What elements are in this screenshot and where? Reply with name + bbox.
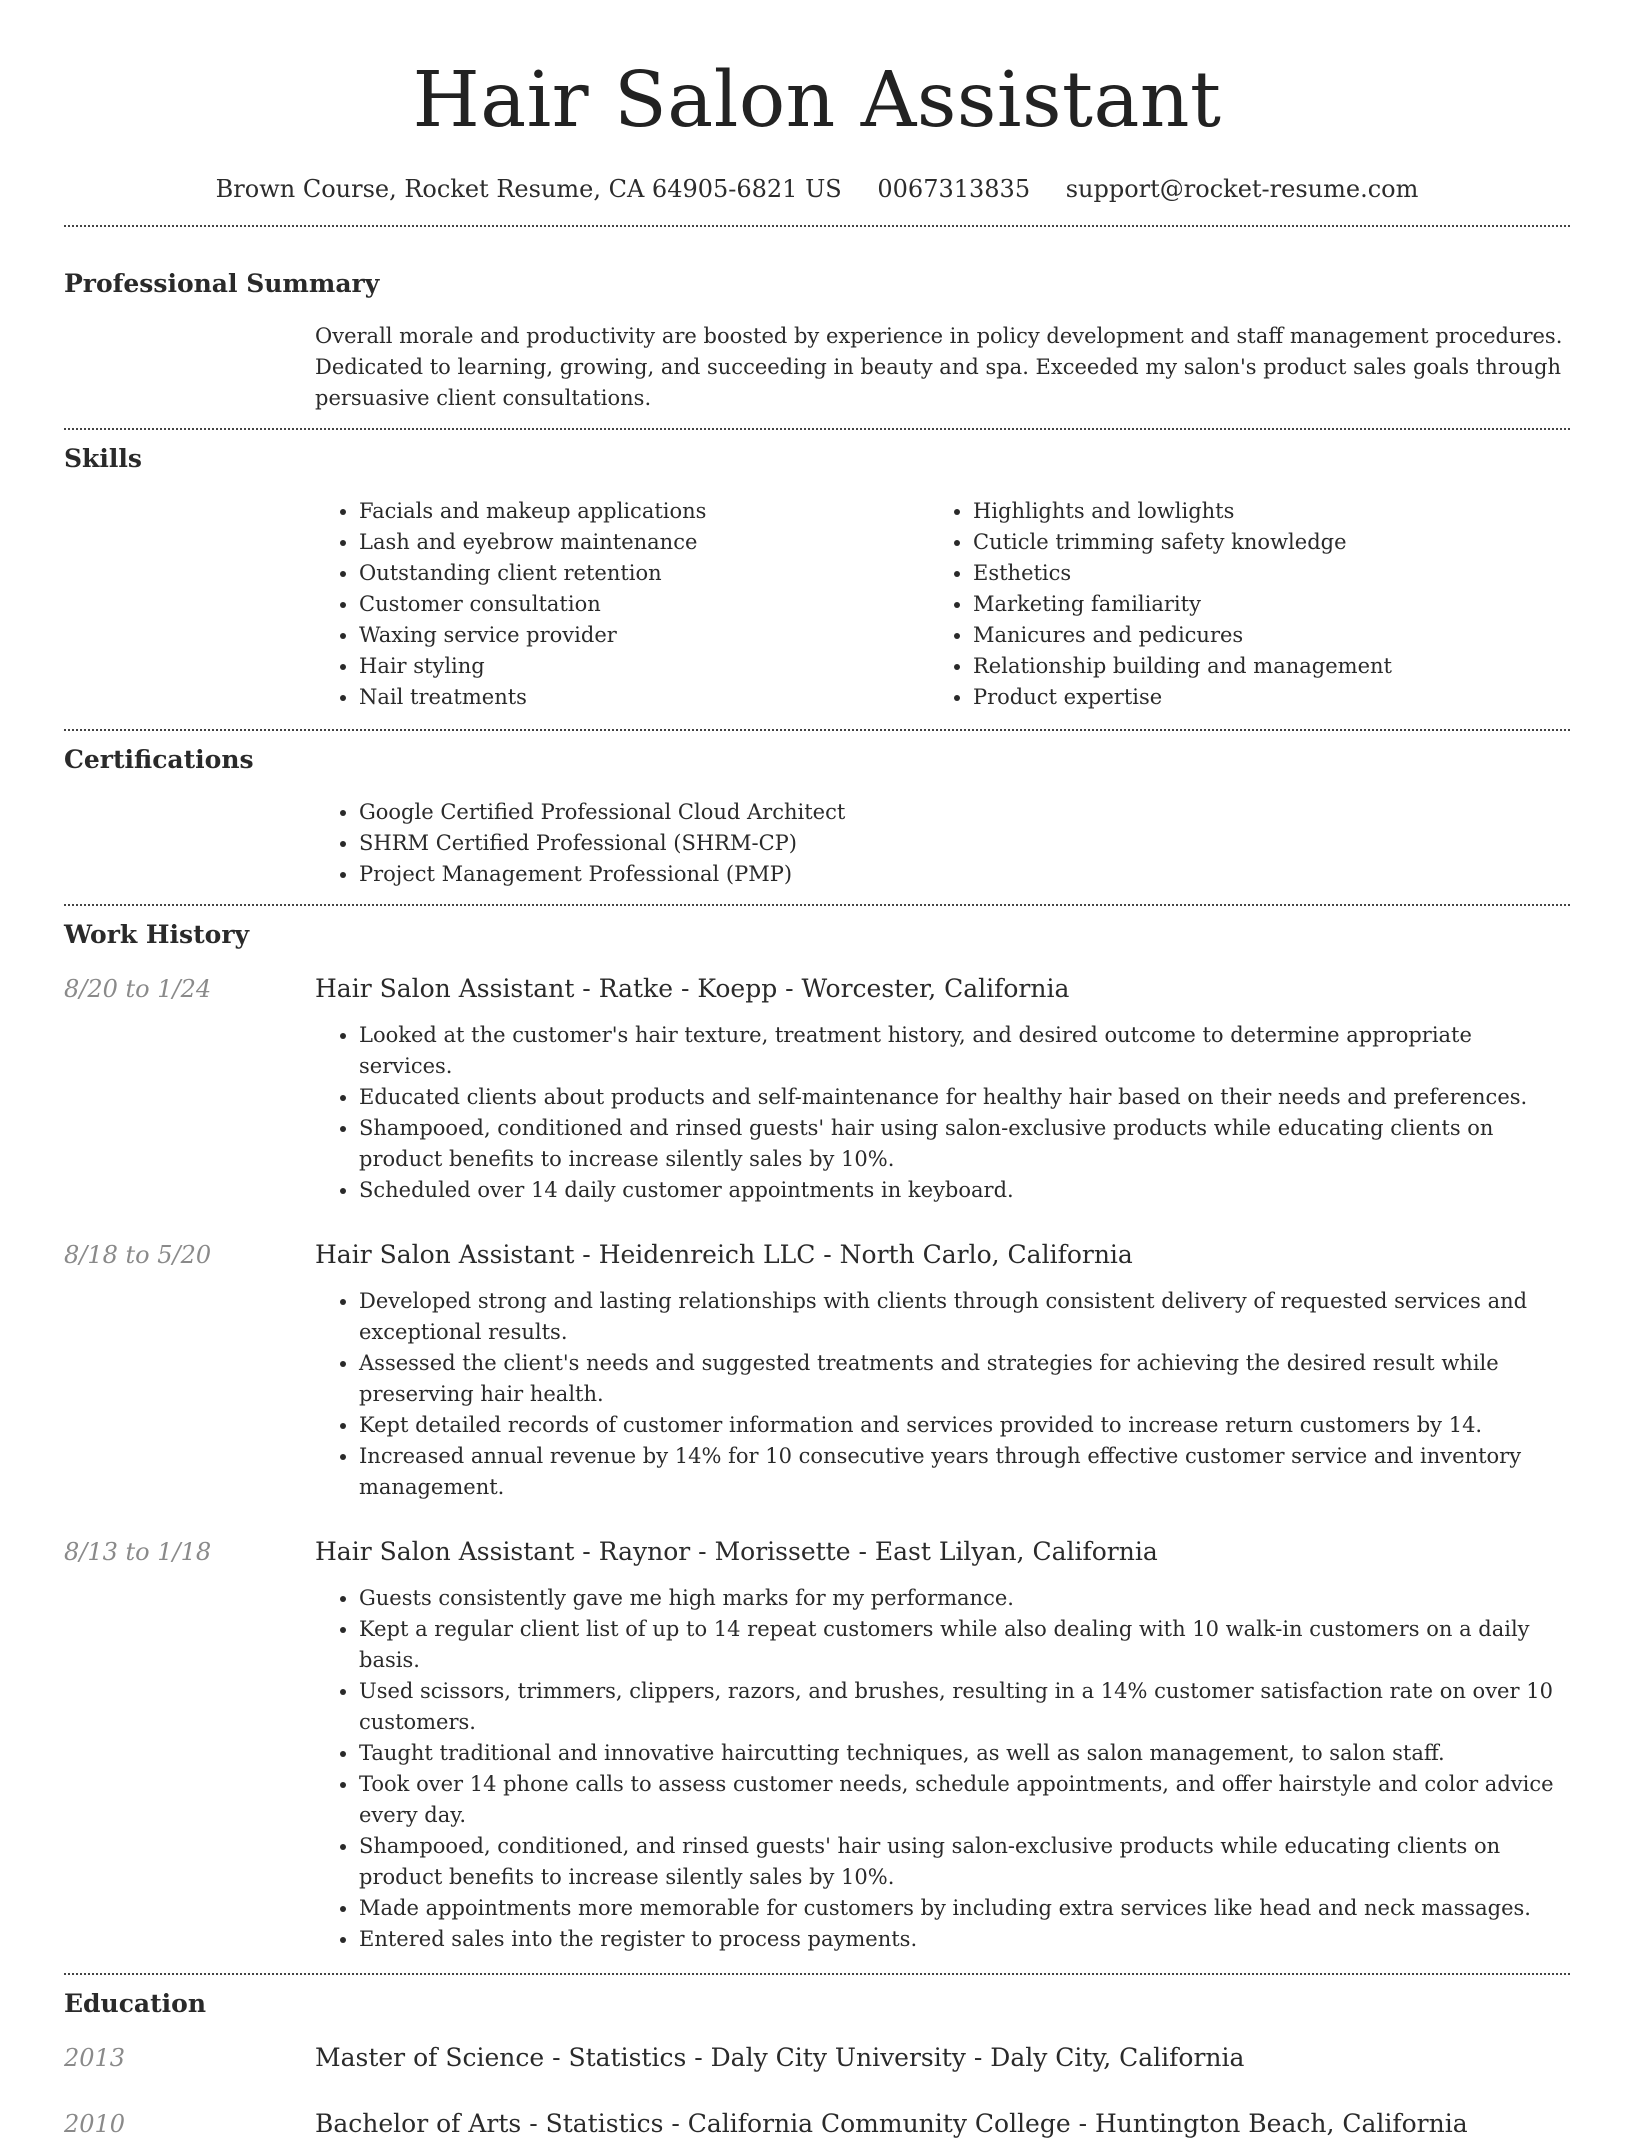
job-dates: 8/20 to 1/24 [64, 975, 212, 1003]
skill-item: • Esthetics [973, 558, 1544, 589]
job-bullet: • Took over 14 phone calls to assess customer needs, schedule appointments, and offer hairstyle and color advice every day. [359, 1769, 1570, 1831]
skill-item: • Cuticle trimming safety knowledge [973, 527, 1544, 558]
contact-line [64, 172, 1570, 206]
divider [64, 1973, 1570, 1975]
summary-section [315, 321, 1570, 414]
certification-item: • Project Management Professional (PMP) [359, 859, 1570, 890]
skill-item: • Highlights and lowlights [973, 496, 1544, 527]
certification-item: • SHRM Certified Professional (SHRM-CP) [359, 828, 1570, 859]
skill-item: • Lash and eyebrow maintenance [359, 527, 930, 558]
job-entry [64, 972, 1570, 1206]
certification-item: • Google Certified Professional Cloud Architect [359, 797, 1570, 828]
job-bullet: • Kept detailed records of customer information and services provided to increase return customers by 14. [359, 1410, 1570, 1441]
skill-item: • Marketing familiarity [973, 589, 1544, 620]
job-header [64, 972, 1570, 1006]
certifications-list [315, 797, 1570, 890]
job-title: Hair Salon Assistant - Raynor - Morissette - East Lilyan, California [315, 1537, 1158, 1566]
job-header [64, 1238, 1570, 1272]
job-bullet: • Used scissors, trimmers, clippers, razors, and brushes, resulting in a 14% customer satisfaction rate on over 10 customers. [359, 1676, 1570, 1738]
job-bullet: • Looked at the customer's hair texture, treatment history, and desired outcome to determine appropriate services. [359, 1020, 1570, 1082]
section-title-summary: Professional Summary [64, 269, 380, 298]
job-entry [64, 1535, 1570, 1955]
skill-item: • Relationship building and management [973, 651, 1544, 682]
resume-page [64, 0, 1570, 2141]
education-year: 2010 [64, 2110, 126, 2138]
skills-column-right [930, 496, 1544, 713]
job-bullets [315, 1286, 1570, 1503]
contact-phone: 0067313835 [877, 175, 1031, 203]
education-degree: Master of Science - Statistics - Daly City University - Daly City, California [315, 2043, 1245, 2072]
job-title: Hair Salon Assistant - Heidenreich LLC - North Carlo, California [315, 1240, 1133, 1269]
skill-item: • Manicures and pedicures [973, 620, 1544, 651]
job-bullet: • Increased annual revenue by 14% for 10 consecutive years through effective customer service and inventory management. [359, 1441, 1570, 1503]
section-title-certifications: Certifications [64, 745, 254, 774]
skill-item: • Product expertise [973, 682, 1544, 713]
education-entry [64, 2041, 1570, 2075]
job-dates: 8/13 to 1/18 [64, 1538, 212, 1566]
job-dates: 8/18 to 5/20 [64, 1241, 212, 1269]
job-bullet: • Taught traditional and innovative haircutting techniques, as well as salon management, to salon staff. [359, 1738, 1570, 1769]
job-bullet: • Educated clients about products and self-maintenance for healthy hair based on their needs and preferences. [359, 1082, 1570, 1113]
contact-address: Brown Course, Rocket Resume, CA 64905-6821 US [215, 175, 842, 203]
job-bullet: • Assessed the client's needs and suggested treatments and strategies for achieving the desired result while preserving hair health. [359, 1348, 1570, 1410]
contact-email: support@rocket-resume.com [1065, 175, 1419, 203]
job-header [64, 1535, 1570, 1569]
job-bullet: • Guests consistently gave me high marks for my performance. [359, 1583, 1570, 1614]
skill-item: • Outstanding client retention [359, 558, 930, 589]
skills-column-left [315, 496, 930, 713]
divider [64, 225, 1570, 227]
job-bullet: • Entered sales into the register to process payments. [359, 1924, 1570, 1955]
job-bullet: • Shampooed, conditioned, and rinsed guests' hair using salon-exclusive products while educating clients on product benefits to increase silently sales by 10%. [359, 1831, 1570, 1893]
skill-item: • Customer consultation [359, 589, 930, 620]
skill-item: • Facials and makeup applications [359, 496, 930, 527]
job-bullet: • Developed strong and lasting relationships with clients through consistent delivery of requested services and exceptional results. [359, 1286, 1570, 1348]
job-bullets [315, 1583, 1570, 1955]
job-bullet: • Kept a regular client list of up to 14 repeat customers while also dealing with 10 walk-in customers on a daily basis. [359, 1614, 1570, 1676]
job-title: Hair Salon Assistant - Ratke - Koepp - Worcester, California [315, 974, 1070, 1003]
divider [64, 904, 1570, 906]
section-title-skills: Skills [64, 444, 142, 473]
divider [64, 729, 1570, 731]
education-entry [64, 2107, 1570, 2141]
job-bullet: • Made appointments more memorable for customers by including extra services like head and neck massages. [359, 1893, 1570, 1924]
skill-item: • Hair styling [359, 651, 930, 682]
section-title-work-history: Work History [64, 920, 250, 949]
education-year: 2013 [64, 2044, 126, 2072]
resume-name: Hair Salon Assistant [412, 56, 1222, 145]
job-bullet: • Shampooed, conditioned and rinsed guests' hair using salon-exclusive products while educating clients on product benefits to increase silently sales by 10%. [359, 1113, 1570, 1175]
summary-text: Overall morale and productivity are boosted by experience in policy development and staff management procedures. Dedicated to learning, growing, and succeeding in beauty and spa. Exceeded my salon's product sales goals through persuasive client consultations. [315, 324, 1563, 410]
skill-item: • Nail treatments [359, 682, 930, 713]
certifications-section [315, 797, 1570, 890]
job-entry [64, 1238, 1570, 1503]
job-bullet: • Scheduled over 14 daily customer appointments in keyboard. [359, 1175, 1570, 1206]
job-bullets [315, 1020, 1570, 1206]
divider [64, 428, 1570, 430]
education-degree: Bachelor of Arts - Statistics - California Community College - Huntington Beach, California [315, 2109, 1468, 2138]
skill-item: • Waxing service provider [359, 620, 930, 651]
section-title-education: Education [64, 1989, 207, 2018]
skills-list [315, 496, 1570, 713]
